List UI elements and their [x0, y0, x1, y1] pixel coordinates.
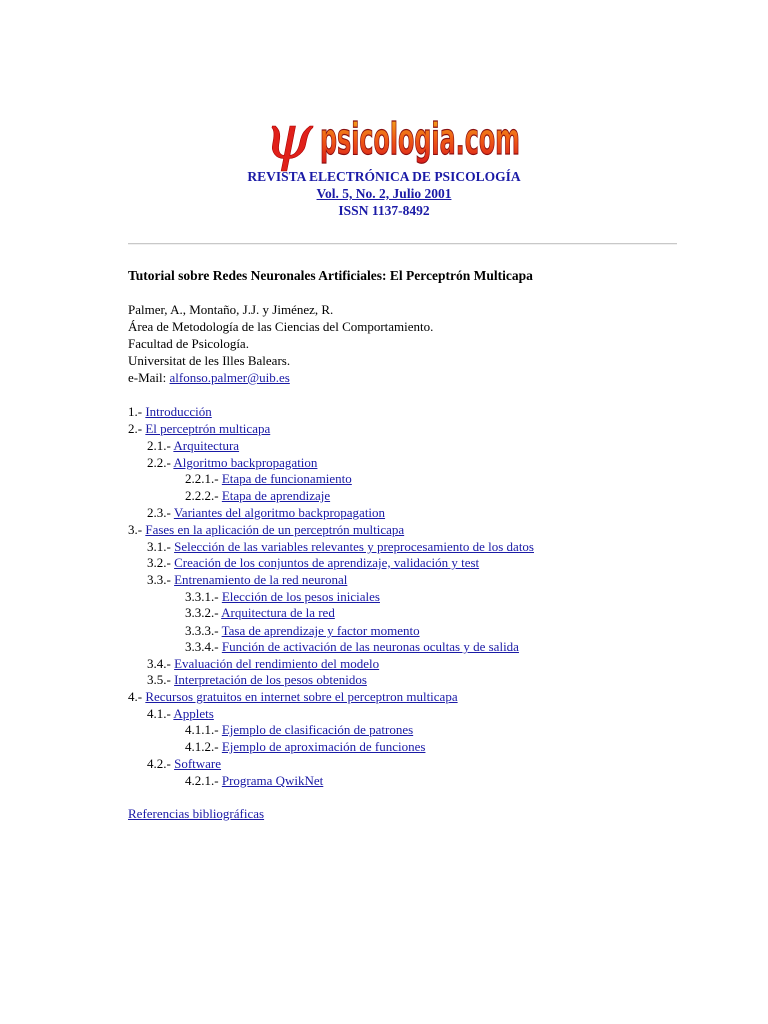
toc-item-link[interactable]: El perceptrón multicapa [145, 421, 271, 436]
toc-item [185, 487, 330, 504]
toc-item-number: 3.3.3.- [185, 623, 222, 638]
toc-item-link[interactable]: Etapa de aprendizaje [221, 488, 331, 503]
toc-item [147, 538, 534, 555]
toc-item-link[interactable]: Etapa de funcionamiento [221, 471, 352, 486]
toc-item [128, 521, 404, 538]
toc-item-number: 3.3.- [147, 572, 175, 587]
toc-item-link[interactable]: Fases en la aplicación de un perceptrón multicapa [145, 522, 405, 537]
psi-symbol: ψ [264, 100, 313, 173]
toc-item-number: 1.- [128, 404, 146, 419]
masthead [0, 168, 768, 219]
toc-item-number: 3.3.2.- [185, 605, 222, 620]
toc-item-number: 3.4.- [147, 656, 175, 671]
toc-item-number: 3.3.1.- [185, 589, 222, 604]
toc-item-number: 4.1.1.- [185, 722, 222, 737]
toc-item [147, 504, 385, 521]
toc-item-link[interactable]: Algoritmo backpropagation [173, 455, 318, 470]
toc-item-number: 2.- [128, 421, 146, 436]
toc-item [185, 721, 413, 738]
toc-item-number: 2.2.1.- [185, 471, 222, 486]
toc-item-link[interactable]: Arquitectura de la red [221, 605, 335, 620]
toc-item-number: 2.2.- [147, 455, 174, 470]
volume-link[interactable]: Vol. 5, No. 2, Julio 2001 [316, 186, 452, 201]
toc-item-link[interactable]: Tasa de aprendizaje y factor momento [221, 623, 420, 638]
toc-item [147, 454, 317, 471]
toc-item-link[interactable]: Evaluación del rendimiento del modelo [174, 656, 380, 671]
logo-wordmark: psicologia.com [320, 114, 520, 165]
toc-item-link[interactable]: Introducción [145, 404, 212, 419]
toc-item-number: 3.3.4.- [185, 639, 222, 654]
department: Área de Metodología de las Ciencias del Comportamiento. [128, 319, 434, 334]
toc-item-number: 3.5.- [147, 672, 175, 687]
toc-item-link[interactable]: Interpretación de los pesos obtenidos [174, 672, 367, 687]
toc-item-link[interactable]: Entrenamiento de la red neuronal [174, 572, 348, 587]
toc-item [147, 671, 367, 688]
toc-item [147, 571, 347, 588]
toc-item-link[interactable]: Applets [173, 706, 214, 721]
toc-item-number: 2.2.2.- [185, 488, 222, 503]
toc-item [185, 622, 420, 639]
toc-item-number: 4.2.1.- [185, 773, 222, 788]
journal-title: REVISTA ELECTRÓNICA DE PSICOLOGÍA [247, 169, 521, 184]
references-section [128, 806, 264, 822]
toc-item [147, 655, 379, 672]
faculty: Facultad de Psicología. [128, 336, 249, 351]
toc-item [147, 437, 239, 454]
psicologia-logo-graphic [262, 98, 524, 176]
toc-item-link[interactable]: Ejemplo de aproximación de funciones [221, 739, 426, 754]
toc-item-link[interactable]: Software [174, 756, 222, 771]
toc-item-link[interactable]: Variantes del algoritmo backpropagation [173, 505, 386, 520]
toc-item-number: 3.- [128, 522, 146, 537]
toc-item [185, 772, 323, 789]
toc-item [128, 688, 458, 705]
toc-item-link[interactable]: Ejemplo de clasificación de patrones [221, 722, 414, 737]
author-block [128, 301, 433, 386]
toc-item-number: 4.1.- [147, 706, 174, 721]
article-title: Tutorial sobre Redes Neuronales Artificiales: El Perceptrón Multicapa [128, 268, 533, 283]
toc-item-number: 4.1.2.- [185, 739, 222, 754]
toc-item-link[interactable]: Elección de los pesos iniciales [221, 589, 380, 604]
authors: Palmer, A., Montaño, J.J. y Jiménez, R. [128, 302, 334, 317]
toc-item [147, 705, 214, 722]
toc-item [128, 403, 212, 420]
toc-item [185, 470, 352, 487]
toc-item-link[interactable]: Selección de las variables relevantes y preprocesamiento de los datos [174, 539, 534, 554]
toc-item [185, 638, 519, 655]
toc-item-number: 2.3.- [147, 505, 174, 520]
toc-item-number: 4.2.- [147, 756, 175, 771]
toc-item-link[interactable]: Creación de los conjuntos de aprendizaje, validación y test [174, 555, 480, 570]
issn: ISSN 1137-8492 [338, 203, 430, 218]
toc-item [147, 755, 221, 772]
toc-item [185, 738, 425, 755]
toc-item-number: 3.1.- [147, 539, 175, 554]
university: Universitat de les Illes Balears. [128, 353, 291, 368]
horizontal-divider [128, 243, 677, 245]
toc-item [128, 420, 270, 437]
toc-item-number: 2.1.- [147, 438, 174, 453]
psicologia-logo[interactable] [262, 98, 524, 176]
email-link[interactable]: alfonso.palmer@uib.es [169, 370, 290, 385]
toc-item-link[interactable]: Función de activación de las neuronas ocultas y de salida [221, 639, 519, 654]
toc-item-link[interactable]: Arquitectura [173, 438, 240, 453]
toc-item-number: 4.- [128, 689, 146, 704]
toc-item [147, 554, 479, 571]
toc-item-link[interactable]: Programa QwikNet [221, 773, 324, 788]
toc-item-link[interactable]: Recursos gratuitos en internet sobre el perceptron multicapa [145, 689, 458, 704]
toc-item-number: 3.2.- [147, 555, 175, 570]
toc-item [185, 588, 380, 605]
references-link[interactable]: Referencias bibliográficas [128, 806, 265, 821]
email-label: e-Mail: [128, 370, 170, 385]
toc-item [185, 604, 335, 621]
